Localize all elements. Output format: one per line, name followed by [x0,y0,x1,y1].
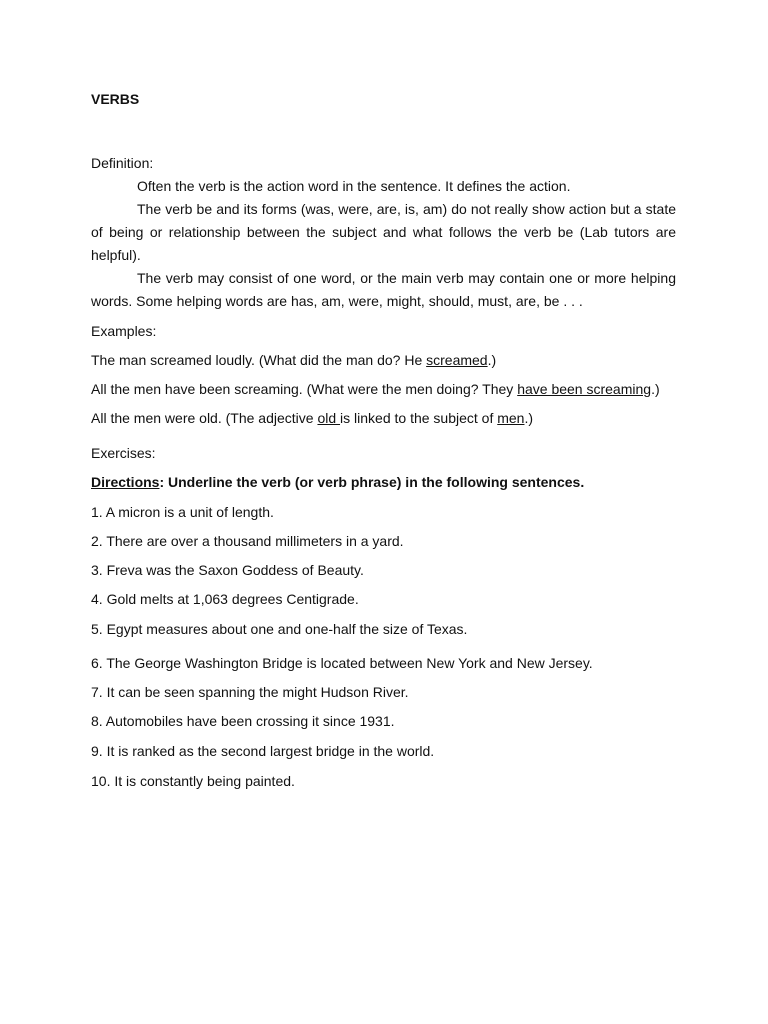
exercise-item-8: 8. Automobiles have been crossing it since 1931. [91,713,395,729]
exercise-item-2: 2. There are over a thousand millimeters in a yard. [91,533,404,549]
example-sentence-1: The man screamed loudly. (What did the man do? He screamed.) [91,352,497,368]
examples-label: Examples: [91,323,157,339]
example-underlined-word: old [317,410,341,426]
definition-paragraph-1: Often the verb is the action word in the sentence. It defines the action. [137,178,571,194]
exercise-item-5: 5. Egypt measures about one and one-half the size of Texas. [91,621,468,637]
definition-paragraph-3: The verb may consist of one word, or the main verb may contain one or more helping words. Some helping words are has, am, were, might, should, must, are, be . . . [91,270,676,309]
example-underlined-word: men [497,410,525,426]
directions: Directions: Underline the verb (or verb phrase) in the following sentences. [91,474,585,490]
definition-paragraph-2: The verb be and its forms (was, were, are, is, am) do not really show action but a state of being or relationship between the subject and what follows the verb be (Lab tutors are helpful). [91,201,676,263]
example-underlined-verb: screamed [426,352,488,368]
example-underlined-verb: have been screaming [517,381,652,397]
exercise-item-6: 6. The George Washington Bridge is located between New York and New Jersey. [91,655,593,671]
exercise-item-4: 4. Gold melts at 1,063 degrees Centigrade. [91,591,359,607]
exercise-item-9: 9. It is ranked as the second largest bridge in the world. [91,743,435,759]
example-sentence-3: All the men were old. (The adjective old is linked to the subject of men.) [91,410,534,426]
exercise-item-1: 1. A micron is a unit of length. [91,504,274,520]
definition-label: Definition: [91,155,154,171]
exercises-label: Exercises: [91,445,156,461]
exercise-item-10: 10. It is constantly being painted. [91,773,295,789]
exercise-item-7: 7. It can be seen spanning the might Hudson River. [91,684,409,700]
exercise-item-3: 3. Freva was the Saxon Goddess of Beauty. [91,562,364,578]
example-sentence-2: All the men have been screaming. (What were the men doing? They have been screaming.) [91,381,660,397]
directions-label: Directions [91,474,160,490]
page-title: VERBS [91,91,140,107]
